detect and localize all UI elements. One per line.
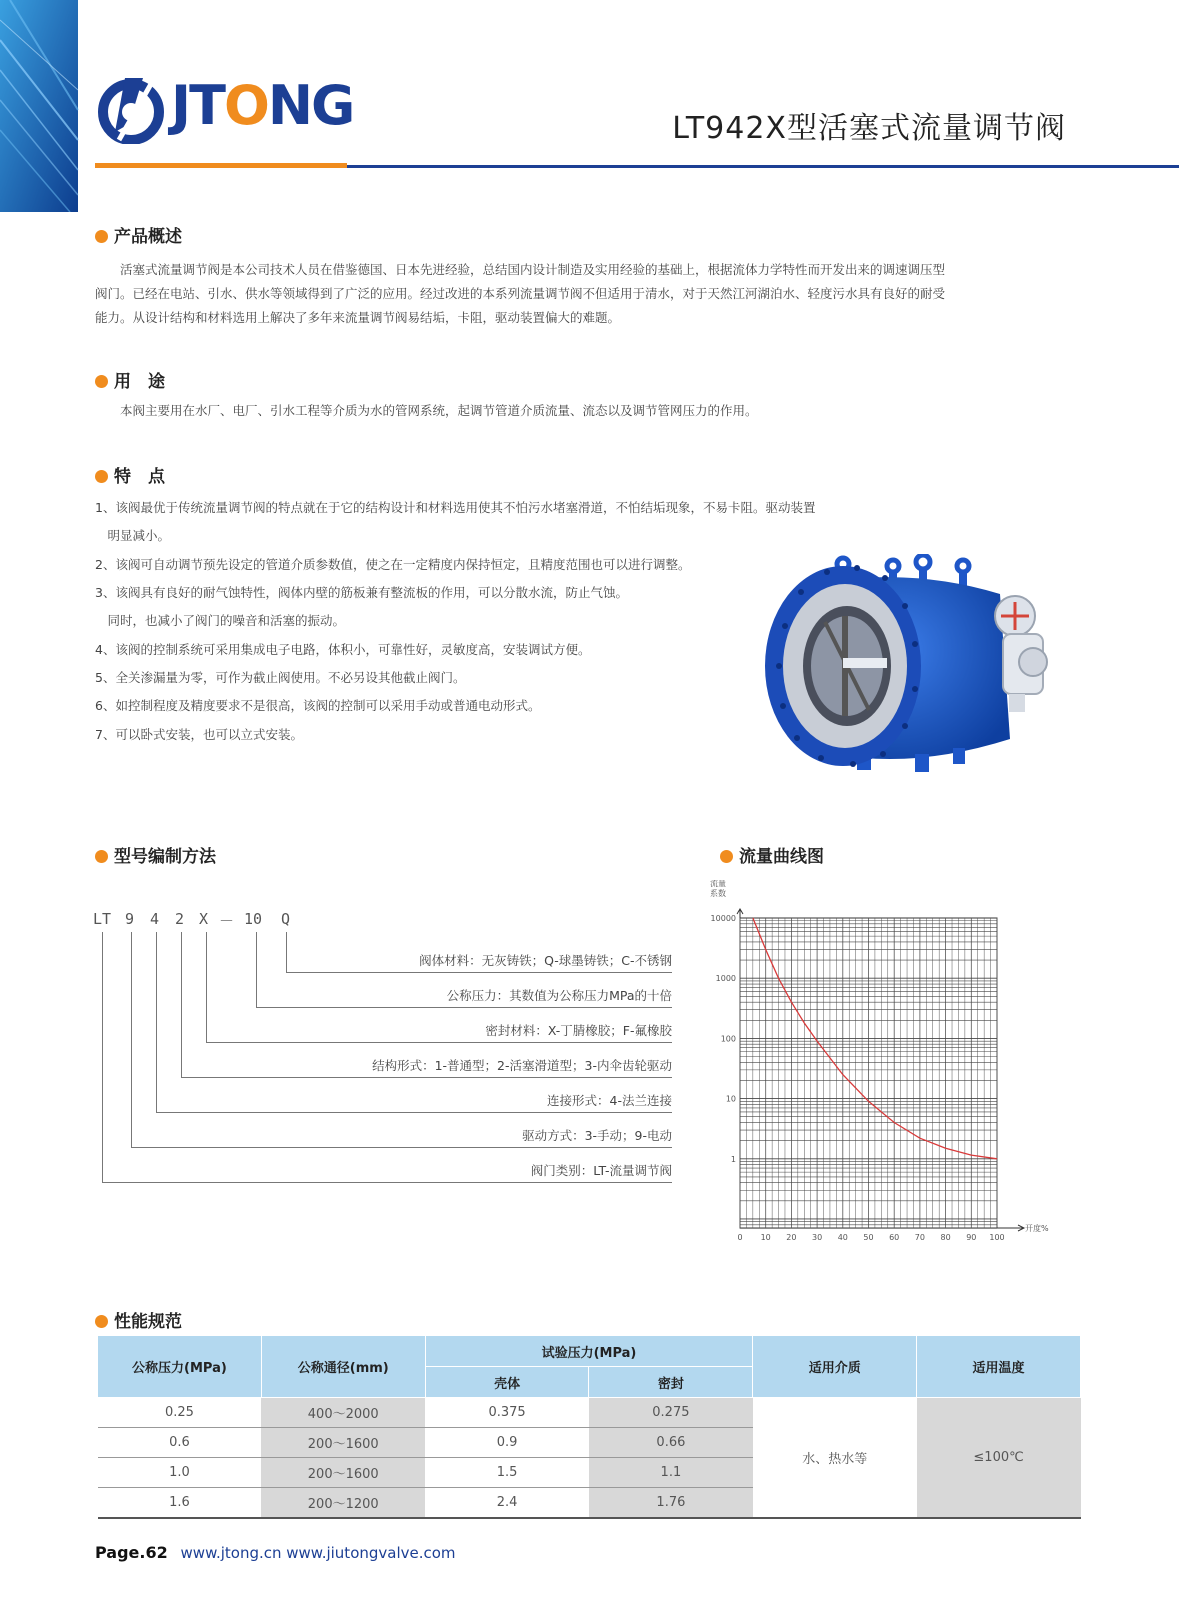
table-row <box>98 1398 1081 1428</box>
code-char-lt: LT <box>93 910 112 928</box>
leader-line <box>181 932 182 1077</box>
cell-seal: 0.66 <box>589 1428 753 1458</box>
cell-diameter: 400～2000 <box>261 1398 425 1428</box>
code-char-q: Q <box>281 910 291 928</box>
feature-line: 1、该阀最优于传统流量调节阀的特点就在于它的结构设计和材料选用使其不怕污水堵塞滑道，不怕结垢现象，不易卡阻。驱动装置 <box>95 500 816 515</box>
corner-decoration <box>0 0 80 212</box>
bullet-icon <box>95 470 108 483</box>
code-desc-pressure: 公称压力：其数值为公称压力MPa的十倍 <box>446 988 672 1003</box>
y-axis-label: 系数 <box>710 889 726 898</box>
leader-line <box>286 972 672 973</box>
feature-line: 3、该阀具有良好的耐气蚀特性，阀体内壁的筋板兼有整流板的作用，可以分散水流，防止气蚀。 <box>95 585 628 600</box>
leader-line <box>156 932 157 1112</box>
code-char-2: 2 <box>175 910 185 928</box>
valve-product-image <box>765 554 1075 786</box>
x-tick-label: 90 <box>966 1233 977 1242</box>
cell-shell: 0.9 <box>425 1428 589 1458</box>
code-desc-material: 阀体材料：无灰铸铁；Q-球墨铸铁；C-不锈钢 <box>419 953 672 968</box>
cell-diameter: 200～1600 <box>261 1428 425 1458</box>
cell-shell: 0.375 <box>425 1398 589 1428</box>
x-axis-arrow <box>997 1225 1024 1231</box>
col-header-medium: 适用介质 <box>753 1336 917 1398</box>
code-desc-drive: 驱动方式：3-手动；9-电动 <box>522 1128 672 1143</box>
cell-pressure: 0.6 <box>98 1428 262 1458</box>
overview-text: 活塞式流量调节阀是本公司技术人员在借鉴德国、日本先进经验，总结国内设计制造及实用经验的基础上，根据流体力学特性而开发出来的调速调压型 阀门。已经在电站、引水、供水等领域得到了广泛的应用。经过改进的本系列流量调节阀不但适用于清水，对于天然江河湖泊水、轻度污水具有良好的耐受 能力。从设计结构和材料选用上解决了多年来流量调节阀易结垢，卡阻，驱动装置偏大的难题。 <box>95 262 946 325</box>
y-tick-label: 10000 <box>710 914 736 923</box>
cell-seal: 1.76 <box>589 1488 753 1519</box>
footer <box>95 1543 456 1562</box>
logo-text: JTONG <box>171 74 354 137</box>
code-desc-structure: 结构形式：1-普通型；2-活塞滑道型；3-内伞齿轮驱动 <box>372 1058 672 1073</box>
header-rule <box>347 165 1179 168</box>
leader-line <box>102 932 103 1182</box>
cell-temp: ≤100℃ <box>917 1398 1081 1519</box>
x-tick-label: 40 <box>837 1233 848 1242</box>
flow-chart <box>705 880 1085 1270</box>
usage-heading: 用 途 <box>95 367 165 392</box>
cell-pressure: 0.25 <box>98 1398 262 1428</box>
page-title: LT942X型活塞式流量调节阀 <box>672 111 1066 146</box>
cell-pressure: 1.0 <box>98 1458 262 1488</box>
code-char-9: 9 <box>125 910 135 928</box>
cell-pressure: 1.6 <box>98 1488 262 1519</box>
col-header-seal: 密封 <box>589 1367 753 1398</box>
cell-diameter: 200～1600 <box>261 1458 425 1488</box>
code-char-4: 4 <box>150 910 160 928</box>
cell-seal: 1.1 <box>589 1458 753 1488</box>
code-char-x: X <box>199 910 209 928</box>
model-code-heading: 型号编制方法 <box>95 842 216 867</box>
y-tick-label: 1000 <box>715 974 736 984</box>
x-tick-label: 10 <box>760 1233 771 1242</box>
y-axis-arrow <box>737 909 743 918</box>
code-char-10: 10 <box>244 910 263 928</box>
flow-chart-heading: 流量曲线图 <box>720 842 824 867</box>
x-tick-label: 50 <box>863 1233 874 1242</box>
feature-line: 5、全关渗漏量为零，可作为截止阀使用。不必另设其他截止阀门。 <box>95 670 466 685</box>
logo-mark-icon <box>95 72 167 144</box>
x-tick-label: 60 <box>889 1233 900 1242</box>
y-axis-label: 流量 <box>710 880 726 888</box>
feature-line: 7、可以卧式安装，也可以立式安装。 <box>95 727 303 742</box>
x-axis-label: 开度% <box>1025 1224 1049 1233</box>
col-header-pressure: 公称压力(MPa) <box>98 1336 262 1398</box>
y-tick-label: 100 <box>720 1034 736 1044</box>
code-desc-category: 阀门类别：LT-流量调节阀 <box>530 1163 672 1178</box>
x-tick-label: 20 <box>786 1233 797 1242</box>
features-heading: 特 点 <box>95 462 165 487</box>
cell-shell: 2.4 <box>425 1488 589 1519</box>
cell-diameter: 200～1200 <box>261 1488 425 1519</box>
performance-heading: 性能规范 <box>95 1307 182 1332</box>
feature-line: 2、该阀可自动调节预先设定的管道介质参数值，使之在一定精度内保持恒定，且精度范围也可以进行调整。 <box>95 557 691 572</box>
bullet-icon <box>720 850 733 863</box>
leader-line <box>286 932 287 972</box>
col-header-shell: 壳体 <box>425 1367 589 1398</box>
y-tick-label: 1 <box>730 1154 736 1164</box>
bullet-icon <box>95 230 108 243</box>
leader-line <box>256 932 257 1007</box>
leader-line <box>131 1147 672 1148</box>
feature-line: 4、该阀的控制系统可采用集成电子电路，体积小，可靠性好，灵敏度高，安装调试方便。 <box>95 642 591 657</box>
y-tick-label: 10 <box>725 1094 736 1104</box>
cell-seal: 0.275 <box>589 1398 753 1428</box>
code-desc-seal: 密封材料：X-丁腈橡胶；F-氟橡胶 <box>485 1023 672 1038</box>
code-char-dash: － <box>219 912 235 930</box>
x-tick-label: 80 <box>940 1233 951 1242</box>
x-tick-label: 100 <box>989 1233 1005 1242</box>
overview-heading: 产品概述 <box>95 222 182 247</box>
bullet-icon <box>95 850 108 863</box>
x-tick-label: 30 <box>812 1233 823 1242</box>
bullet-icon <box>95 1315 108 1328</box>
leader-line <box>102 1182 672 1183</box>
x-tick-label: 0 <box>737 1233 743 1242</box>
col-header-diameter: 公称通径(mm) <box>261 1336 425 1398</box>
x-tick-label: 70 <box>914 1233 925 1242</box>
usage-text: 本阀主要用在水厂、电厂、引水工程等介质为水的管网系统，起调节管道介质流量、流态以及调节管网压力的作用。 <box>120 403 758 418</box>
leader-line <box>156 1112 672 1113</box>
leader-line <box>131 932 132 1147</box>
leader-line <box>181 1077 672 1078</box>
feature-line: 6、如控制程度及精度要求不是很高，该阀的控制可以采用手动或普通电动形式。 <box>95 698 541 713</box>
logo-underline <box>95 163 347 168</box>
col-header-temp: 适用温度 <box>917 1336 1081 1398</box>
leader-line <box>206 1042 672 1043</box>
performance-table <box>97 1335 1081 1519</box>
cell-shell: 1.5 <box>425 1458 589 1488</box>
website-links[interactable]: www.jtong.cn www.jiutongvalve.com <box>180 1544 456 1562</box>
leader-line <box>206 932 207 1042</box>
page-number: Page.62 <box>95 1543 168 1562</box>
bullet-icon <box>95 375 108 388</box>
code-desc-connection: 连接形式：4-法兰连接 <box>547 1093 672 1108</box>
leader-line <box>256 1007 672 1008</box>
cell-medium: 水、热水等 <box>753 1398 917 1519</box>
feature-line: 同时，也减小了阀门的噪音和活塞的振动。 <box>95 613 346 628</box>
col-header-test: 试验压力(MPa) <box>425 1336 753 1367</box>
feature-line: 明显减小。 <box>95 528 171 543</box>
